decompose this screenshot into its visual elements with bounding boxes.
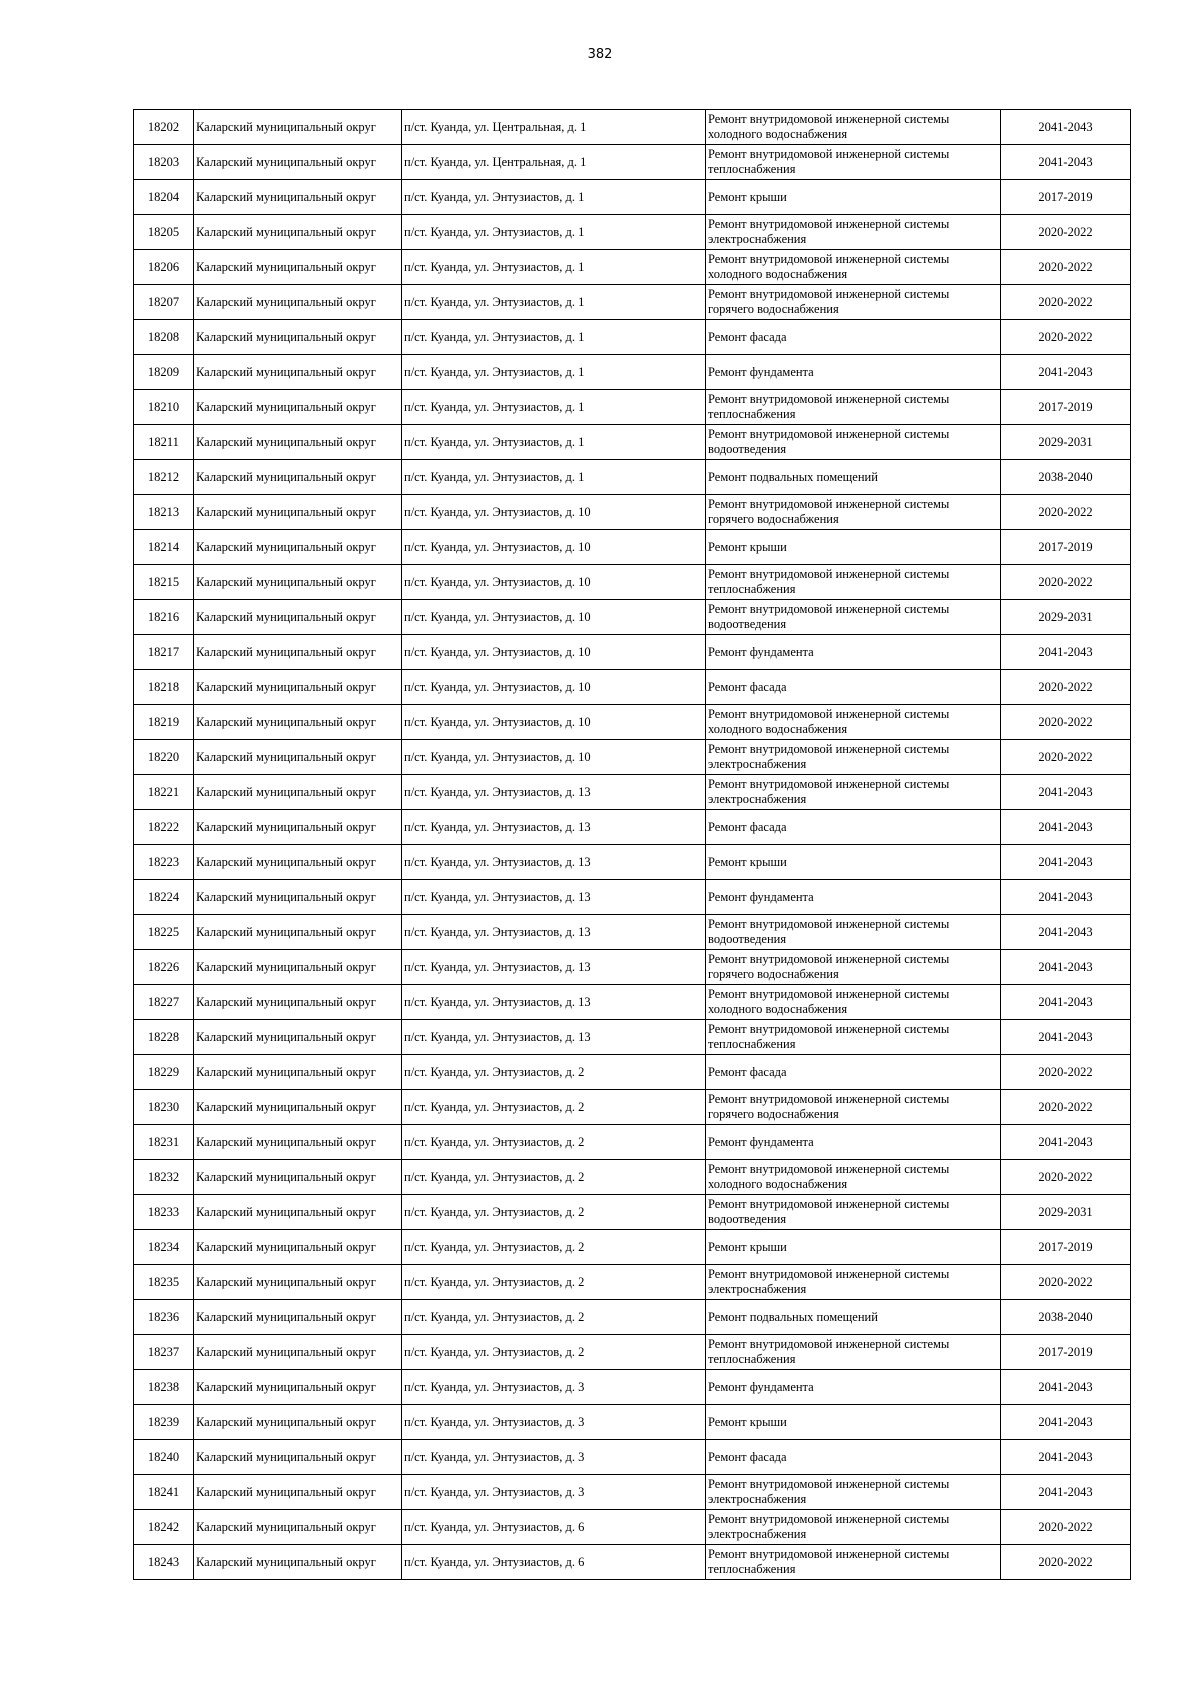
table-row bbox=[134, 1300, 1131, 1335]
period-cell: 2020-2022 bbox=[1001, 1545, 1131, 1580]
repair-schedule-table bbox=[133, 109, 1131, 1580]
table-row bbox=[134, 495, 1131, 530]
row-number-cell: 18240 bbox=[134, 1440, 194, 1475]
table-row bbox=[134, 1370, 1131, 1405]
page-number: 382 bbox=[587, 47, 613, 62]
district-cell: Каларский муниципальный округ bbox=[194, 425, 402, 460]
work-type-cell: Ремонт внутридомовой инженерной системы электроснабжения bbox=[706, 775, 1001, 810]
row-number-cell: 18225 bbox=[134, 915, 194, 950]
work-type-cell: Ремонт внутридомовой инженерной системы водоотведения bbox=[706, 915, 1001, 950]
period-cell: 2041-2043 bbox=[1001, 775, 1131, 810]
address-cell: п/ст. Куанда, ул. Энтузиастов, д. 13 bbox=[402, 950, 706, 985]
work-type-cell: Ремонт подвальных помещений bbox=[706, 1300, 1001, 1335]
table-row bbox=[134, 1545, 1131, 1580]
table-row bbox=[134, 1440, 1131, 1475]
table-row bbox=[134, 425, 1131, 460]
period-cell: 2017-2019 bbox=[1001, 1335, 1131, 1370]
row-number-cell: 18230 bbox=[134, 1090, 194, 1125]
address-cell: п/ст. Куанда, ул. Энтузиастов, д. 1 bbox=[402, 180, 706, 215]
period-cell: 2041-2043 bbox=[1001, 1440, 1131, 1475]
row-number-cell: 18243 bbox=[134, 1545, 194, 1580]
row-number-cell: 18211 bbox=[134, 425, 194, 460]
period-cell: 2041-2043 bbox=[1001, 950, 1131, 985]
address-cell: п/ст. Куанда, ул. Энтузиастов, д. 3 bbox=[402, 1475, 706, 1510]
table-row bbox=[134, 775, 1131, 810]
address-cell: п/ст. Куанда, ул. Энтузиастов, д. 10 bbox=[402, 705, 706, 740]
period-cell: 2020-2022 bbox=[1001, 1265, 1131, 1300]
table-row bbox=[134, 950, 1131, 985]
row-number-cell: 18224 bbox=[134, 880, 194, 915]
table-row bbox=[134, 635, 1131, 670]
table-row bbox=[134, 1265, 1131, 1300]
table-row bbox=[134, 1195, 1131, 1230]
work-type-cell: Ремонт фундамента bbox=[706, 1370, 1001, 1405]
work-type-cell: Ремонт фасада bbox=[706, 320, 1001, 355]
table-row bbox=[134, 390, 1131, 425]
address-cell: п/ст. Куанда, ул. Энтузиастов, д. 6 bbox=[402, 1510, 706, 1545]
work-type-cell: Ремонт крыши bbox=[706, 180, 1001, 215]
address-cell: п/ст. Куанда, ул. Энтузиастов, д. 2 bbox=[402, 1230, 706, 1265]
table-row bbox=[134, 1055, 1131, 1090]
district-cell: Каларский муниципальный округ bbox=[194, 355, 402, 390]
period-cell: 2038-2040 bbox=[1001, 460, 1131, 495]
address-cell: п/ст. Куанда, ул. Энтузиастов, д. 2 bbox=[402, 1090, 706, 1125]
address-cell: п/ст. Куанда, ул. Энтузиастов, д. 1 bbox=[402, 425, 706, 460]
row-number-cell: 18206 bbox=[134, 250, 194, 285]
period-cell: 2029-2031 bbox=[1001, 600, 1131, 635]
district-cell: Каларский муниципальный округ bbox=[194, 110, 402, 145]
row-number-cell: 18210 bbox=[134, 390, 194, 425]
address-cell: п/ст. Куанда, ул. Энтузиастов, д. 2 bbox=[402, 1125, 706, 1160]
row-number-cell: 18239 bbox=[134, 1405, 194, 1440]
table-row bbox=[134, 250, 1131, 285]
period-cell: 2020-2022 bbox=[1001, 1055, 1131, 1090]
district-cell: Каларский муниципальный округ bbox=[194, 1335, 402, 1370]
row-number-cell: 18209 bbox=[134, 355, 194, 390]
address-cell: п/ст. Куанда, ул. Энтузиастов, д. 2 bbox=[402, 1300, 706, 1335]
district-cell: Каларский муниципальный округ bbox=[194, 1265, 402, 1300]
district-cell: Каларский муниципальный округ bbox=[194, 1160, 402, 1195]
period-cell: 2020-2022 bbox=[1001, 495, 1131, 530]
district-cell: Каларский муниципальный округ bbox=[194, 565, 402, 600]
work-type-cell: Ремонт фундамента bbox=[706, 880, 1001, 915]
row-number-cell: 18235 bbox=[134, 1265, 194, 1300]
row-number-cell: 18226 bbox=[134, 950, 194, 985]
district-cell: Каларский муниципальный округ bbox=[194, 880, 402, 915]
work-type-cell: Ремонт внутридомовой инженерной системы электроснабжения bbox=[706, 740, 1001, 775]
table-row bbox=[134, 880, 1131, 915]
row-number-cell: 18237 bbox=[134, 1335, 194, 1370]
table-row bbox=[134, 285, 1131, 320]
address-cell: п/ст. Куанда, ул. Энтузиастов, д. 13 bbox=[402, 775, 706, 810]
period-cell: 2017-2019 bbox=[1001, 390, 1131, 425]
district-cell: Каларский муниципальный округ bbox=[194, 1475, 402, 1510]
address-cell: п/ст. Куанда, ул. Энтузиастов, д. 1 bbox=[402, 320, 706, 355]
address-cell: п/ст. Куанда, ул. Энтузиастов, д. 2 bbox=[402, 1160, 706, 1195]
row-number-cell: 18222 bbox=[134, 810, 194, 845]
table-row bbox=[134, 985, 1131, 1020]
period-cell: 2041-2043 bbox=[1001, 985, 1131, 1020]
address-cell: п/ст. Куанда, ул. Энтузиастов, д. 10 bbox=[402, 670, 706, 705]
period-cell: 2020-2022 bbox=[1001, 670, 1131, 705]
address-cell: п/ст. Куанда, ул. Энтузиастов, д. 1 bbox=[402, 355, 706, 390]
address-cell: п/ст. Куанда, ул. Энтузиастов, д. 13 bbox=[402, 1020, 706, 1055]
period-cell: 2041-2043 bbox=[1001, 635, 1131, 670]
row-number-cell: 18202 bbox=[134, 110, 194, 145]
row-number-cell: 18227 bbox=[134, 985, 194, 1020]
period-cell: 2041-2043 bbox=[1001, 1125, 1131, 1160]
address-cell: п/ст. Куанда, ул. Энтузиастов, д. 2 bbox=[402, 1195, 706, 1230]
address-cell: п/ст. Куанда, ул. Энтузиастов, д. 13 bbox=[402, 880, 706, 915]
table-row bbox=[134, 180, 1131, 215]
work-type-cell: Ремонт внутридомовой инженерной системы холодного водоснабжения bbox=[706, 985, 1001, 1020]
period-cell: 2020-2022 bbox=[1001, 740, 1131, 775]
row-number-cell: 18236 bbox=[134, 1300, 194, 1335]
address-cell: п/ст. Куанда, ул. Энтузиастов, д. 10 bbox=[402, 565, 706, 600]
work-type-cell: Ремонт внутридомовой инженерной системы электроснабжения bbox=[706, 1265, 1001, 1300]
district-cell: Каларский муниципальный округ bbox=[194, 600, 402, 635]
work-type-cell: Ремонт внутридомовой инженерной системы электроснабжения bbox=[706, 215, 1001, 250]
row-number-cell: 18208 bbox=[134, 320, 194, 355]
address-cell: п/ст. Куанда, ул. Энтузиастов, д. 10 bbox=[402, 740, 706, 775]
district-cell: Каларский муниципальный округ bbox=[194, 1405, 402, 1440]
work-type-cell: Ремонт внутридомовой инженерной системы теплоснабжения bbox=[706, 1545, 1001, 1580]
address-cell: п/ст. Куанда, ул. Центральная, д. 1 bbox=[402, 145, 706, 180]
row-number-cell: 18242 bbox=[134, 1510, 194, 1545]
address-cell: п/ст. Куанда, ул. Энтузиастов, д. 1 bbox=[402, 390, 706, 425]
district-cell: Каларский муниципальный округ bbox=[194, 1510, 402, 1545]
district-cell: Каларский муниципальный округ bbox=[194, 1195, 402, 1230]
work-type-cell: Ремонт крыши bbox=[706, 845, 1001, 880]
row-number-cell: 18207 bbox=[134, 285, 194, 320]
table-body bbox=[134, 110, 1131, 1580]
work-type-cell: Ремонт крыши bbox=[706, 1230, 1001, 1265]
work-type-cell: Ремонт внутридомовой инженерной системы холодного водоснабжения bbox=[706, 1160, 1001, 1195]
address-cell: п/ст. Куанда, ул. Энтузиастов, д. 10 bbox=[402, 530, 706, 565]
table-row bbox=[134, 740, 1131, 775]
address-cell: п/ст. Куанда, ул. Энтузиастов, д. 3 bbox=[402, 1405, 706, 1440]
period-cell: 2041-2043 bbox=[1001, 355, 1131, 390]
work-type-cell: Ремонт внутридомовой инженерной системы горячего водоснабжения bbox=[706, 495, 1001, 530]
work-type-cell: Ремонт внутридомовой инженерной системы электроснабжения bbox=[706, 1475, 1001, 1510]
period-cell: 2041-2043 bbox=[1001, 810, 1131, 845]
row-number-cell: 18204 bbox=[134, 180, 194, 215]
period-cell: 2041-2043 bbox=[1001, 1370, 1131, 1405]
table-row bbox=[134, 320, 1131, 355]
period-cell: 2017-2019 bbox=[1001, 180, 1131, 215]
row-number-cell: 18212 bbox=[134, 460, 194, 495]
address-cell: п/ст. Куанда, ул. Энтузиастов, д. 1 bbox=[402, 460, 706, 495]
address-cell: п/ст. Куанда, ул. Энтузиастов, д. 13 bbox=[402, 985, 706, 1020]
work-type-cell: Ремонт внутридомовой инженерной системы горячего водоснабжения bbox=[706, 285, 1001, 320]
row-number-cell: 18228 bbox=[134, 1020, 194, 1055]
address-cell: п/ст. Куанда, ул. Энтузиастов, д. 3 bbox=[402, 1440, 706, 1475]
row-number-cell: 18213 bbox=[134, 495, 194, 530]
period-cell: 2041-2043 bbox=[1001, 110, 1131, 145]
district-cell: Каларский муниципальный округ bbox=[194, 635, 402, 670]
table-row bbox=[134, 1405, 1131, 1440]
table-row bbox=[134, 1335, 1131, 1370]
work-type-cell: Ремонт внутридомовой инженерной системы теплоснабжения bbox=[706, 1020, 1001, 1055]
row-number-cell: 18241 bbox=[134, 1475, 194, 1510]
address-cell: п/ст. Куанда, ул. Энтузиастов, д. 13 bbox=[402, 915, 706, 950]
work-type-cell: Ремонт внутридомовой инженерной системы теплоснабжения bbox=[706, 1335, 1001, 1370]
address-cell: п/ст. Куанда, ул. Энтузиастов, д. 10 bbox=[402, 600, 706, 635]
period-cell: 2017-2019 bbox=[1001, 530, 1131, 565]
district-cell: Каларский муниципальный округ bbox=[194, 530, 402, 565]
district-cell: Каларский муниципальный округ bbox=[194, 775, 402, 810]
row-number-cell: 18217 bbox=[134, 635, 194, 670]
table-row bbox=[134, 600, 1131, 635]
row-number-cell: 18221 bbox=[134, 775, 194, 810]
period-cell: 2020-2022 bbox=[1001, 285, 1131, 320]
work-type-cell: Ремонт фасада bbox=[706, 1440, 1001, 1475]
work-type-cell: Ремонт фундамента bbox=[706, 355, 1001, 390]
row-number-cell: 18223 bbox=[134, 845, 194, 880]
row-number-cell: 18231 bbox=[134, 1125, 194, 1160]
district-cell: Каларский муниципальный округ bbox=[194, 1440, 402, 1475]
work-type-cell: Ремонт внутридомовой инженерной системы горячего водоснабжения bbox=[706, 1090, 1001, 1125]
table-row bbox=[134, 355, 1131, 390]
period-cell: 2041-2043 bbox=[1001, 845, 1131, 880]
row-number-cell: 18216 bbox=[134, 600, 194, 635]
row-number-cell: 18203 bbox=[134, 145, 194, 180]
period-cell: 2020-2022 bbox=[1001, 250, 1131, 285]
work-type-cell: Ремонт внутридомовой инженерной системы холодного водоснабжения bbox=[706, 705, 1001, 740]
work-type-cell: Ремонт внутридомовой инженерной системы водоотведения bbox=[706, 1195, 1001, 1230]
district-cell: Каларский муниципальный округ bbox=[194, 495, 402, 530]
work-type-cell: Ремонт крыши bbox=[706, 1405, 1001, 1440]
district-cell: Каларский муниципальный округ bbox=[194, 145, 402, 180]
work-type-cell: Ремонт фасада bbox=[706, 670, 1001, 705]
district-cell: Каларский муниципальный округ bbox=[194, 1090, 402, 1125]
district-cell: Каларский муниципальный округ bbox=[194, 1230, 402, 1265]
row-number-cell: 18232 bbox=[134, 1160, 194, 1195]
period-cell: 2041-2043 bbox=[1001, 145, 1131, 180]
work-type-cell: Ремонт фасада bbox=[706, 1055, 1001, 1090]
work-type-cell: Ремонт внутридомовой инженерной системы водоотведения bbox=[706, 425, 1001, 460]
period-cell: 2029-2031 bbox=[1001, 1195, 1131, 1230]
period-cell: 2020-2022 bbox=[1001, 215, 1131, 250]
period-cell: 2041-2043 bbox=[1001, 1020, 1131, 1055]
district-cell: Каларский муниципальный округ bbox=[194, 285, 402, 320]
work-type-cell: Ремонт внутридомовой инженерной системы теплоснабжения bbox=[706, 565, 1001, 600]
address-cell: п/ст. Куанда, ул. Энтузиастов, д. 2 bbox=[402, 1055, 706, 1090]
district-cell: Каларский муниципальный округ bbox=[194, 1055, 402, 1090]
work-type-cell: Ремонт подвальных помещений bbox=[706, 460, 1001, 495]
table-row bbox=[134, 1510, 1131, 1545]
period-cell: 2020-2022 bbox=[1001, 320, 1131, 355]
address-cell: п/ст. Куанда, ул. Центральная, д. 1 bbox=[402, 110, 706, 145]
work-type-cell: Ремонт внутридомовой инженерной системы холодного водоснабжения bbox=[706, 110, 1001, 145]
row-number-cell: 18205 bbox=[134, 215, 194, 250]
address-cell: п/ст. Куанда, ул. Энтузиастов, д. 2 bbox=[402, 1265, 706, 1300]
address-cell: п/ст. Куанда, ул. Энтузиастов, д. 10 bbox=[402, 635, 706, 670]
work-type-cell: Ремонт фундамента bbox=[706, 1125, 1001, 1160]
row-number-cell: 18229 bbox=[134, 1055, 194, 1090]
period-cell: 2041-2043 bbox=[1001, 1475, 1131, 1510]
address-cell: п/ст. Куанда, ул. Энтузиастов, д. 3 bbox=[402, 1370, 706, 1405]
district-cell: Каларский муниципальный округ bbox=[194, 740, 402, 775]
table-row bbox=[134, 1230, 1131, 1265]
table-row bbox=[134, 145, 1131, 180]
address-cell: п/ст. Куанда, ул. Энтузиастов, д. 2 bbox=[402, 1335, 706, 1370]
table-row bbox=[134, 1160, 1131, 1195]
district-cell: Каларский муниципальный округ bbox=[194, 215, 402, 250]
district-cell: Каларский муниципальный округ bbox=[194, 250, 402, 285]
district-cell: Каларский муниципальный округ bbox=[194, 810, 402, 845]
district-cell: Каларский муниципальный округ bbox=[194, 1545, 402, 1580]
work-type-cell: Ремонт фундамента bbox=[706, 635, 1001, 670]
district-cell: Каларский муниципальный округ bbox=[194, 985, 402, 1020]
row-number-cell: 18219 bbox=[134, 705, 194, 740]
work-type-cell: Ремонт внутридомовой инженерной системы холодного водоснабжения bbox=[706, 250, 1001, 285]
district-cell: Каларский муниципальный округ bbox=[194, 705, 402, 740]
district-cell: Каларский муниципальный округ bbox=[194, 670, 402, 705]
work-type-cell: Ремонт внутридомовой инженерной системы теплоснабжения bbox=[706, 145, 1001, 180]
row-number-cell: 18238 bbox=[134, 1370, 194, 1405]
address-cell: п/ст. Куанда, ул. Энтузиастов, д. 1 bbox=[402, 215, 706, 250]
period-cell: 2020-2022 bbox=[1001, 1510, 1131, 1545]
work-type-cell: Ремонт внутридомовой инженерной системы водоотведения bbox=[706, 600, 1001, 635]
row-number-cell: 18233 bbox=[134, 1195, 194, 1230]
table-row bbox=[134, 1020, 1131, 1055]
row-number-cell: 18215 bbox=[134, 565, 194, 600]
table-row bbox=[134, 460, 1131, 495]
work-type-cell: Ремонт фасада bbox=[706, 810, 1001, 845]
district-cell: Каларский муниципальный округ bbox=[194, 1370, 402, 1405]
table-row bbox=[134, 215, 1131, 250]
table-row bbox=[134, 1125, 1131, 1160]
work-type-cell: Ремонт внутридомовой инженерной системы электроснабжения bbox=[706, 1510, 1001, 1545]
table-row bbox=[134, 845, 1131, 880]
address-cell: п/ст. Куанда, ул. Энтузиастов, д. 1 bbox=[402, 285, 706, 320]
row-number-cell: 18218 bbox=[134, 670, 194, 705]
period-cell: 2038-2040 bbox=[1001, 1300, 1131, 1335]
district-cell: Каларский муниципальный округ bbox=[194, 845, 402, 880]
work-type-cell: Ремонт крыши bbox=[706, 530, 1001, 565]
work-type-cell: Ремонт внутридомовой инженерной системы теплоснабжения bbox=[706, 390, 1001, 425]
address-cell: п/ст. Куанда, ул. Энтузиастов, д. 1 bbox=[402, 250, 706, 285]
period-cell: 2020-2022 bbox=[1001, 705, 1131, 740]
row-number-cell: 18220 bbox=[134, 740, 194, 775]
district-cell: Каларский муниципальный округ bbox=[194, 180, 402, 215]
district-cell: Каларский муниципальный округ bbox=[194, 915, 402, 950]
period-cell: 2017-2019 bbox=[1001, 1230, 1131, 1265]
district-cell: Каларский муниципальный округ bbox=[194, 390, 402, 425]
work-type-cell: Ремонт внутридомовой инженерной системы горячего водоснабжения bbox=[706, 950, 1001, 985]
district-cell: Каларский муниципальный округ bbox=[194, 1125, 402, 1160]
table-row bbox=[134, 530, 1131, 565]
table-row bbox=[134, 565, 1131, 600]
period-cell: 2020-2022 bbox=[1001, 1090, 1131, 1125]
address-cell: п/ст. Куанда, ул. Энтузиастов, д. 6 bbox=[402, 1545, 706, 1580]
period-cell: 2041-2043 bbox=[1001, 915, 1131, 950]
table-row bbox=[134, 810, 1131, 845]
address-cell: п/ст. Куанда, ул. Энтузиастов, д. 13 bbox=[402, 845, 706, 880]
row-number-cell: 18234 bbox=[134, 1230, 194, 1265]
period-cell: 2041-2043 bbox=[1001, 880, 1131, 915]
district-cell: Каларский муниципальный округ bbox=[194, 950, 402, 985]
table-row bbox=[134, 1475, 1131, 1510]
table-row bbox=[134, 1090, 1131, 1125]
period-cell: 2020-2022 bbox=[1001, 565, 1131, 600]
table-row bbox=[134, 705, 1131, 740]
period-cell: 2029-2031 bbox=[1001, 425, 1131, 460]
table-row bbox=[134, 915, 1131, 950]
district-cell: Каларский муниципальный округ bbox=[194, 460, 402, 495]
district-cell: Каларский муниципальный округ bbox=[194, 1020, 402, 1055]
district-cell: Каларский муниципальный округ bbox=[194, 320, 402, 355]
address-cell: п/ст. Куанда, ул. Энтузиастов, д. 10 bbox=[402, 495, 706, 530]
row-number-cell: 18214 bbox=[134, 530, 194, 565]
table-row bbox=[134, 110, 1131, 145]
address-cell: п/ст. Куанда, ул. Энтузиастов, д. 13 bbox=[402, 810, 706, 845]
table-row bbox=[134, 670, 1131, 705]
period-cell: 2020-2022 bbox=[1001, 1160, 1131, 1195]
period-cell: 2041-2043 bbox=[1001, 1405, 1131, 1440]
district-cell: Каларский муниципальный округ bbox=[194, 1300, 402, 1335]
